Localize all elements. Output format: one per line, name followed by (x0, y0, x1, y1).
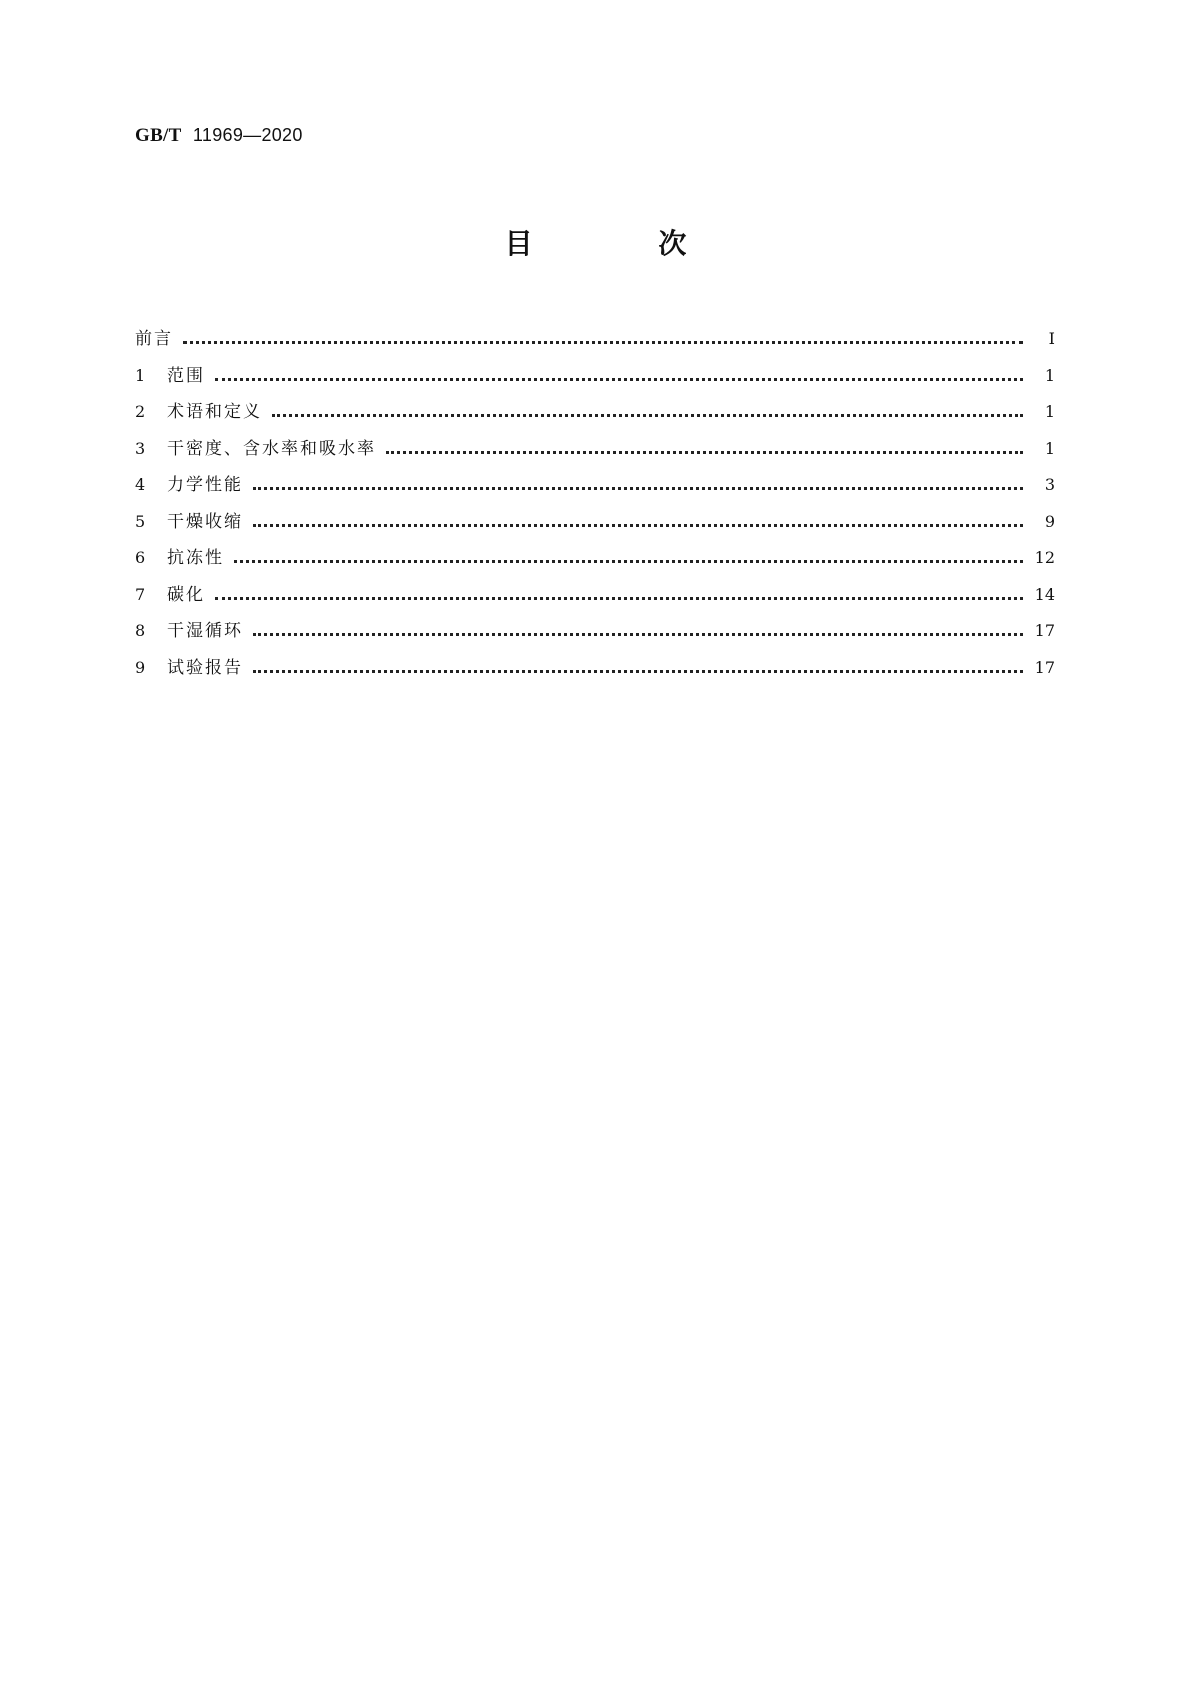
toc-entry-number: 3 (135, 438, 146, 458)
toc-entry-label: 力学性能 (167, 475, 243, 495)
toc-entry-6[interactable] (135, 543, 1055, 580)
toc-entry-number: 6 (135, 548, 146, 567)
toc-leader-dots (253, 633, 1023, 636)
toc-entry-page: 12 (1034, 548, 1055, 567)
toc-leader-dots (272, 414, 1023, 417)
toc-entry-number: 1 (135, 365, 146, 385)
toc-entry-label: 碳化 (167, 584, 205, 605)
toc-leader-dots (215, 378, 1023, 381)
toc-leader-dots (253, 487, 1023, 490)
toc-entry-label: 试验报告 (167, 657, 243, 678)
toc-entry-1[interactable] (135, 361, 1055, 398)
toc-entry-number: 2 (135, 402, 146, 421)
toc-entry-7[interactable] (135, 580, 1055, 617)
toc-leader-dots (386, 451, 1023, 454)
toc-entry-number: 7 (135, 584, 146, 604)
toc-entry-page: Ⅰ (1048, 329, 1055, 348)
toc-entry-page: 14 (1034, 584, 1055, 604)
toc-entry-number: 8 (135, 621, 146, 640)
toc-entry-page: 1 (1044, 365, 1055, 385)
document-code-number: 11969—2020 (192, 125, 303, 145)
document-code-prefix: GB/T (135, 125, 182, 146)
toc-entry-page: 17 (1034, 621, 1055, 640)
toc-leader-dots (234, 560, 1023, 563)
toc-leader-dots (215, 597, 1023, 600)
toc-entry-page: 1 (1044, 402, 1055, 421)
toc-entry-label: 范围 (167, 365, 205, 386)
toc-entry-page: 17 (1034, 657, 1055, 677)
toc-leader-dots (253, 670, 1023, 673)
toc-entry-2[interactable] (135, 397, 1055, 434)
toc-entry-label: 前言 (135, 329, 173, 349)
toc-entry-number: 4 (135, 475, 146, 494)
toc-entry-label: 干燥收缩 (167, 511, 243, 532)
toc-entry-page: 1 (1044, 438, 1055, 458)
page-title: 目 次 (504, 227, 745, 260)
toc-entry-5[interactable] (135, 507, 1055, 544)
toc-entry-9[interactable] (135, 653, 1055, 690)
toc-entry-page: 3 (1044, 475, 1055, 494)
toc-entry-label: 抗冻性 (167, 548, 224, 568)
toc-entry-8[interactable] (135, 616, 1055, 653)
toc-entry-page: 9 (1044, 511, 1055, 531)
toc-entry-label: 干密度、含水率和吸水率 (167, 438, 376, 459)
toc-leader-dots (183, 341, 1023, 344)
toc-entry-label: 术语和定义 (167, 402, 262, 422)
toc-entry-preface[interactable] (135, 324, 1055, 361)
toc-entry-number: 9 (135, 657, 146, 677)
document-code (135, 125, 303, 147)
toc-leader-dots (253, 524, 1023, 527)
toc-entry-4[interactable] (135, 470, 1055, 507)
toc-entry-number: 5 (135, 511, 146, 531)
toc-entry-3[interactable] (135, 434, 1055, 471)
table-of-contents (135, 324, 1055, 689)
toc-entry-label: 干湿循环 (167, 621, 243, 641)
